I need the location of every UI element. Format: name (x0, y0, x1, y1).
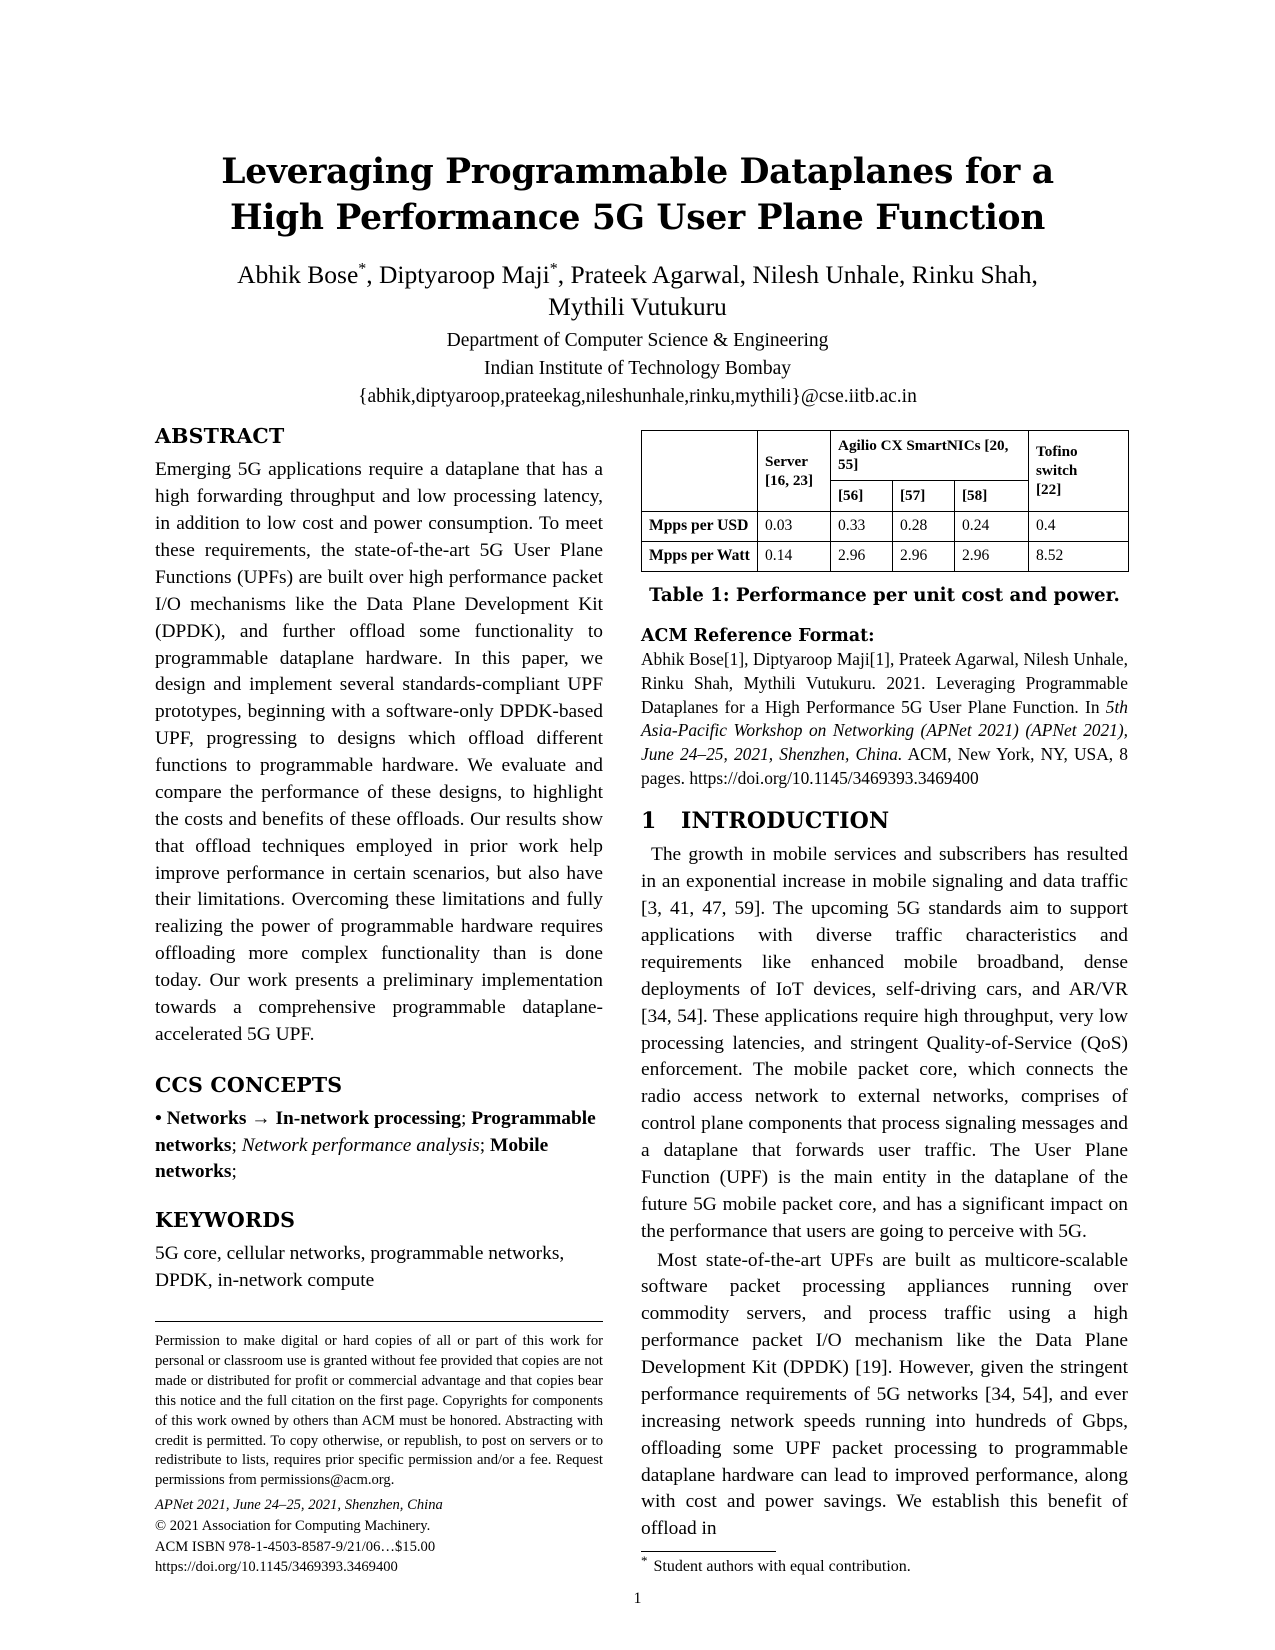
ccs-part-4: Network performance analysis (241, 1134, 480, 1156)
author-line-2: Mythili Vutukuru (548, 292, 727, 322)
acm-reference-text (641, 648, 1128, 790)
ccs-part-3: Programmable networks (155, 1107, 596, 1156)
abstract-text: Emerging 5G applications require a dataplane that has a high forwarding throughput and low processing latency, in addition to low cost and power consumption. To meet these requirements, the state-of-the-art 5G User Plane Functions (UPFs) are built over high performance packet I/O mechanisms like the Data Plane Development Kit (DPDK), and further offload some functionality to programmable dataplane hardware. In this paper, we design and implement several standards-compliant UPF prototypes, beginning with a software-only DPDK-based UPF, progressing to designs which offload different functions to programmable hardware. We evaluate and compare the performance of these designs, to highlight the costs and benefits of these offloads. Our results show that offload techniques employed in prior work help improve performance in certain scenarios, but also have their limitations. Overcoming these limitations and fully realizing the power of programmable hardware requires offloading more complex functionality than is done today. Our work presents a preliminary implementation towards a comprehensive programmable dataplane-accelerated 5G UPF. (155, 459, 603, 1045)
table-row-label: Mpps per USD (642, 512, 758, 542)
table-cell-nic2: 0.28 (893, 512, 955, 542)
ccs-bullet: • (155, 1107, 162, 1129)
keywords-text: 5G core, cellular networks, programmable networks, DPDK, in-network compute (155, 1243, 565, 1292)
footnote-text (641, 1552, 1128, 1578)
introduction-heading (641, 808, 1128, 834)
table-col-nic2: [57] (893, 481, 955, 512)
page-number: 1 (633, 1590, 642, 1607)
table-cell-nic1: 2.96 (831, 542, 893, 572)
copyright-divider (155, 1321, 603, 1322)
author-emails: {abhik,diptyaroop,prateekag,nileshunhale,rinku,mythili}@cse.iitb.ac.in (358, 385, 917, 407)
intro-paragraph-2: Most state-of-the-art UPFs are built as multicore-scalable software packet processing appliances running over commodity servers, and process traffic using a high performance packet I/O mechanism like the Data Plane Development Kit (DPDK) [19]. However, given the stringent performance requirements of 5G networks [34, 54], and ever increasing network speeds running into hundreds of Gbps, offloading some UPF packet processing to programmable dataplane hardware can lead to improved performance, along with cost and power savings. We establish this benefit of offload in (641, 1249, 1128, 1540)
table-col-server (758, 431, 831, 512)
ccs-part-1: Networks (166, 1107, 247, 1129)
footnote-content: Student authors with equal contribution. (653, 1558, 911, 1576)
page-title: Leveraging Programmable Dataplanes for a High Performance 5G User Plane Function (221, 152, 1054, 238)
author-list (183, 259, 1092, 323)
ccs-sep-1: ; (460, 1107, 467, 1129)
table-cell-tofino: 8.52 (1029, 542, 1129, 572)
table-row (642, 542, 1129, 572)
permission-venue: APNet 2021, June 24–25, 2021, Shenzhen, China (155, 1497, 443, 1514)
introduction-number: 1 (641, 808, 657, 835)
table-col-tofino (1029, 431, 1129, 512)
ccs-part-5: Mobile networks (155, 1134, 549, 1183)
table-row (642, 512, 1129, 542)
performance-table (641, 430, 1129, 572)
author-line-1: Abhik Bose*, Diptyaroop Maji*, Prateek Agarwal, Nilesh Unhale, Rinku Shah, (237, 260, 1038, 290)
permission-text: Permission to make digital or hard copies of all or part of this work for personal or classroom use is granted without fee provided that copies are not made or distributed for profit or commercial advantage and that copies bear this notice and the full citation on the first page. Copyrights for components of this work owned by others than ACM must be honored. Abstracting with credit is permitted. To copy otherwise, or republish, to post on servers or to redistribute to lists, requires prior specific permission and/or a fee. Request permissions from permissions@acm.org. (155, 1333, 603, 1489)
table-cell-server: 0.03 (758, 512, 831, 542)
table-corner-cell (642, 431, 758, 512)
table-cell-server: 0.14 (758, 542, 831, 572)
table-col-nic3: [58] (955, 481, 1029, 512)
table-group-smartnics: Agilio CX SmartNICs [20, 55] (831, 431, 1029, 481)
table-cell-nic1: 0.33 (831, 512, 893, 542)
table-col-server-label: Server (765, 452, 809, 470)
abstract-heading: ABSTRACT (155, 424, 285, 449)
table-col-tofino-ref: [22] (1036, 481, 1062, 499)
ccs-sep-3: ; (479, 1134, 486, 1156)
acm-reference-heading: ACM Reference Format: (641, 626, 875, 647)
table-col-tofino-label: Tofino switch (1036, 443, 1078, 480)
acm-ref-tail: ACM, New York, NY, USA, 8 pages. (641, 744, 1128, 788)
two-column-body (155, 424, 1128, 1578)
intro-paragraph-1: The growth in mobile services and subscribers has resulted in an exponential increase in mobile signaling and data traffic [3, 41, 47, 59]. The upcoming 5G standards aim to support applications with diverse traffic characteristics and requirements like enhanced mobile broadband, dense deployments of IoT devices, self-driving cars, and AR/VR [34, 54]. These applications require high throughput, very low processing latencies, and stringent Quality-of-Service (QoS) enforcement. The mobile packet core, which connects the radio access network to external networks, comprises of control plane components that process signaling messages and a dataplane that forwards user traffic. The User Plane Function (UPF) is the main entity in the dataplane of the future 5G mobile packet core, and has a significant impact on the performance that users are going to perceive with 5G. (641, 844, 1128, 1242)
table-cell-tofino: 0.4 (1029, 512, 1129, 542)
acm-ref-plain: Abhik Bose[1], Diptyaroop Maji[1], Prateek Agarwal, Nilesh Unhale, Rinku Shah, Mythili Vutukuru. 2021. Leveraging Programmable Dataplanes for a High Performance 5G User Plane Function. In (641, 649, 1128, 717)
footnote-marker: * (641, 1552, 648, 1568)
affiliation-department: Department of Computer Science & Engineering (446, 330, 829, 352)
table-caption: Table 1: Performance per unit cost and power. (649, 585, 1120, 607)
table-col-nic1: [56] (831, 481, 893, 512)
right-column (641, 424, 1128, 1578)
footnote-block (641, 1551, 1128, 1578)
table-col-server-ref: [16, 23] (765, 471, 814, 489)
affiliation-institute: Indian Institute of Technology Bombay (484, 358, 791, 379)
permission-isbn: ACM ISBN 978-1-4503-8587-9/21/06…$15.00 (155, 1538, 436, 1555)
ccs-part-2: In-network processing (275, 1107, 461, 1129)
ccs-sep-4: ; (231, 1161, 237, 1183)
left-column (155, 424, 603, 1578)
ccs-sep-2: ; (231, 1134, 237, 1156)
permission-copyright: © 2021 Association for Computing Machinery. (155, 1517, 431, 1534)
acm-ref-doi: https://doi.org/10.1145/3469393.3469400 (689, 767, 979, 788)
table-cell-nic2: 2.96 (893, 542, 955, 572)
table-cell-nic3: 0.24 (955, 512, 1029, 542)
footnote-divider (641, 1551, 776, 1552)
table-row-label: Mpps per Watt (642, 542, 758, 572)
permission-doi: https://doi.org/10.1145/3469393.3469400 (155, 1559, 398, 1576)
table-cell-nic3: 2.96 (955, 542, 1029, 572)
ccs-heading: CCS CONCEPTS (155, 1072, 343, 1097)
keywords-heading: KEYWORDS (155, 1208, 296, 1233)
acm-ref-italic: 5th Asia-Pacific Workshop on Networking (APNet 2021) (APNet 2021), June 24–25, 2021, Shenzhen, China. (641, 696, 1128, 765)
ccs-arrow: → (251, 1107, 271, 1129)
table-header-row-1 (642, 431, 1129, 481)
ccs-concepts-text (155, 1106, 603, 1187)
introduction-title: INTRODUCTION (681, 808, 890, 835)
